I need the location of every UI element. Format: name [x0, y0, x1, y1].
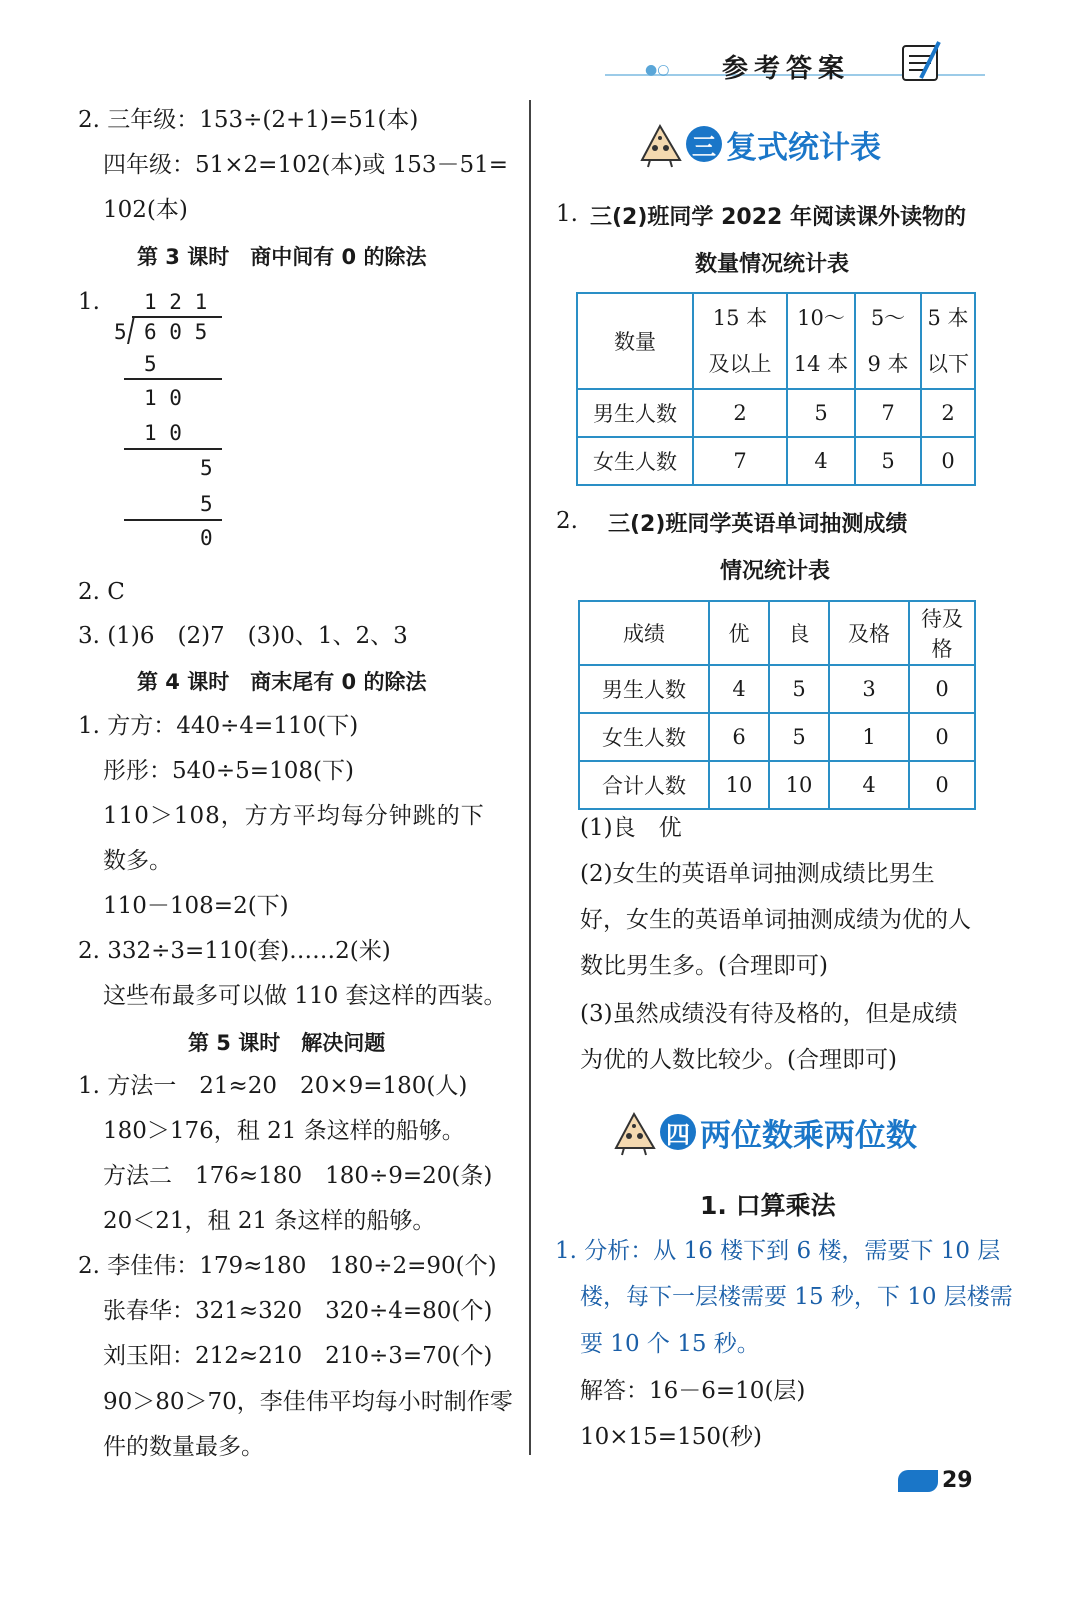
answer-1: (1)良 优 [580, 815, 682, 841]
t2-cell: 3 [829, 665, 909, 713]
t1-cell: 5 [855, 437, 921, 485]
solution-line1: 解答：16－6=10(层) [580, 1378, 806, 1404]
t2-cell: 10 [709, 761, 769, 809]
analysis-line1: 1. 分析：从 16 楼下到 6 楼，需要下 10 层 [555, 1238, 1001, 1264]
header-dots-icon: ●○ [645, 62, 670, 78]
div-line2 [124, 448, 222, 450]
l4-line2: 彤彤：540÷5=108(下) [103, 758, 354, 784]
div-bar [132, 316, 222, 318]
div-divisor: 5 [114, 320, 127, 344]
l5-line7: 刘玉阳：212≈210 210÷3=70(个) [103, 1343, 493, 1369]
t1-head-2b: 14 本 [793, 352, 849, 376]
l4-line4: 数多。 [103, 848, 172, 874]
t2-cell: 女生人数 [579, 713, 709, 761]
t1-head-3 [855, 293, 921, 389]
t2-cell: 5 [769, 713, 829, 761]
reading-stats-table [576, 292, 976, 486]
t1-cell: 女生人数 [577, 437, 693, 485]
t1-cell: 男生人数 [577, 389, 693, 437]
analysis-line2: 楼，每下一层楼需要 15 秒，下 10 层楼需 [580, 1284, 1013, 1310]
solution-line2: 10×15=150(秒) [580, 1424, 762, 1450]
t1-cell: 4 [787, 437, 855, 485]
answer-3-line1: (3)虽然成绩没有待及格的，但是成绩 [580, 1001, 958, 1027]
t1-cell: 7 [693, 437, 787, 485]
div-step6: 0 [200, 526, 213, 550]
r2-title2: 情况统计表 [720, 559, 831, 584]
page-number-decoration [898, 1470, 938, 1492]
t2-cell: 0 [909, 665, 975, 713]
div-step2: 1 0 [144, 386, 182, 410]
r2-title1: 三(2)班同学英语单词抽测成绩 [608, 512, 908, 537]
q3-answer: 3. (1)6 (2)7 (3)0、1、2、3 [78, 623, 408, 649]
l4-line5: 110－108=2(下) [103, 893, 289, 919]
r1-label: 1. [556, 201, 578, 227]
left-p2-line3: 102(本) [103, 197, 188, 223]
l4-line1: 1. 方方：440÷4=110(下) [78, 713, 359, 739]
t2-cell: 合计人数 [579, 761, 709, 809]
q1-label: 1. [78, 289, 100, 315]
t1-cell: 5 [787, 389, 855, 437]
t1-cell: 2 [693, 389, 787, 437]
t2-cell: 男生人数 [579, 665, 709, 713]
div-step1: 5 [144, 352, 157, 376]
lesson-5-title: 第 5 课时 解决问题 [188, 1031, 386, 1055]
l5-line4: 20＜21，租 21 条这样的船够。 [103, 1208, 436, 1234]
t1-head-2 [787, 293, 855, 389]
div-dividend: 6 0 5 [144, 320, 208, 344]
div-step3: 1 0 [144, 421, 182, 445]
div-step5: 5 [200, 492, 213, 516]
t2-cell: 1 [829, 713, 909, 761]
t1-head-1a: 15 本 [712, 306, 768, 330]
l4-line3: 110＞108，方方平均每分钟跳的下 [103, 803, 485, 829]
left-p2-line2: 四年级：51×2=102(本)或 153－51= [103, 152, 509, 178]
r1-title1: 三(2)班同学 2022 年阅读课外读物的 [590, 205, 966, 230]
t1-cell: 2 [921, 389, 975, 437]
div-bracket [127, 316, 135, 344]
unit-3-title: 复式统计表 [726, 129, 881, 166]
answer-2-line1: (2)女生的英语单词抽测成绩比男生 [580, 861, 935, 887]
t1-head-3a: 5～ [870, 306, 906, 330]
t2-cell: 5 [769, 665, 829, 713]
t2-cell: 10 [769, 761, 829, 809]
t1-head-3b: 9 本 [867, 352, 909, 376]
column-divider [529, 100, 531, 1455]
t1-head-1 [693, 293, 787, 389]
div-step4: 5 [200, 456, 213, 480]
l5-line8: 90＞80＞70，李佳伟平均每小时制作零 [103, 1389, 513, 1415]
div-quotient: 1 2 1 [144, 290, 208, 314]
mascot-icon [610, 1108, 660, 1156]
t2-head: 成绩 [579, 601, 709, 665]
r2-label: 2. [556, 508, 578, 534]
section-1-title: 1. 口算乘法 [700, 1191, 836, 1220]
l5-line2: 180＞176，租 21 条这样的船够。 [103, 1118, 465, 1144]
t2-head: 优 [709, 601, 769, 665]
t1-cell: 7 [855, 389, 921, 437]
unit-4-heading [610, 1108, 917, 1156]
t2-head: 待及格 [909, 601, 975, 665]
t1-head-2a: 10～ [797, 306, 845, 330]
l5-line1: 1. 方法一 21≈20 20×9=180(人) [78, 1073, 468, 1099]
unit-4-badge: 四 [660, 1114, 696, 1150]
unit-4-title: 两位数乘两位数 [700, 1117, 917, 1154]
unit-3-heading [636, 120, 881, 168]
scroll-pen-icon [895, 38, 955, 88]
lesson-4-title: 第 4 课时 商末尾有 0 的除法 [137, 670, 427, 694]
l5-line3: 方法二 176≈180 180÷9=20(条) [103, 1163, 493, 1189]
t1-head-1b: 及以上 [708, 352, 772, 376]
answer-2-line2: 好，女生的英语单词抽测成绩为优的人 [580, 907, 971, 933]
l4-line6: 2. 332÷3=110(套)……2(米) [78, 938, 391, 964]
lesson-3-title: 第 3 课时 商中间有 0 的除法 [137, 245, 427, 269]
t2-cell: 0 [909, 761, 975, 809]
long-division [110, 288, 230, 558]
t2-cell: 4 [829, 761, 909, 809]
answer-2-line3: 数比男生多。(合理即可) [580, 953, 828, 979]
t1-head-4b: 以下 [927, 352, 969, 376]
t2-head: 及格 [829, 601, 909, 665]
l5-line9: 件的数量最多。 [103, 1434, 264, 1460]
mascot-icon [636, 120, 686, 168]
t2-head: 良 [769, 601, 829, 665]
r1-title2: 数量情况统计表 [695, 252, 850, 277]
t2-cell: 6 [709, 713, 769, 761]
page-number: 29 [942, 1468, 973, 1493]
l4-line7: 这些布最多可以做 110 套这样的西装。 [103, 983, 507, 1009]
l5-line6: 张春华：321≈320 320÷4=80(个) [103, 1298, 493, 1324]
answer-3-line2: 为优的人数比较少。(合理即可) [580, 1047, 897, 1073]
div-line3 [124, 519, 222, 521]
left-p2-line1: 2. 三年级：153÷(2+1)=51(本) [78, 107, 419, 133]
english-scores-table [578, 600, 976, 810]
header-title: 参考答案 [722, 54, 851, 84]
t1-head-0: 数量 [577, 293, 693, 389]
unit-3-badge: 三 [686, 126, 722, 162]
t1-head-4a: 5 本 [927, 306, 969, 330]
t2-cell: 4 [709, 665, 769, 713]
q2-answer: 2. C [78, 579, 125, 605]
t1-head-4 [921, 293, 975, 389]
t1-cell: 0 [921, 437, 975, 485]
analysis-line3: 要 10 个 15 秒。 [580, 1331, 760, 1357]
t2-cell: 0 [909, 713, 975, 761]
l5-line5: 2. 李佳伟：179≈180 180÷2=90(个) [78, 1253, 497, 1279]
div-line1 [124, 378, 222, 380]
